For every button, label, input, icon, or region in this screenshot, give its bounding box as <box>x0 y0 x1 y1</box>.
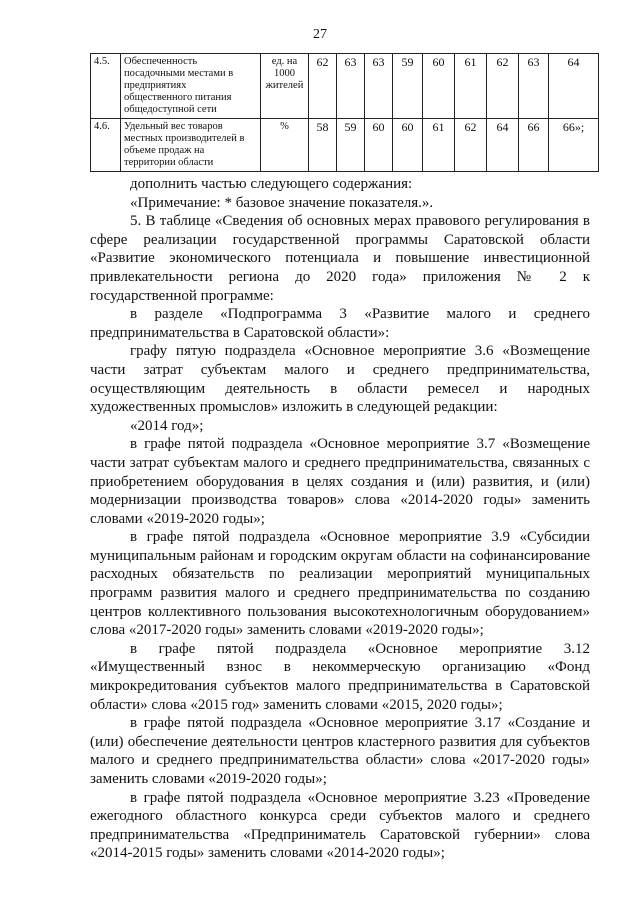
value-cell: 62 <box>487 54 519 119</box>
value-cell: 59 <box>393 54 423 119</box>
paragraph: «2014 год»; <box>130 417 204 434</box>
value-cell: 60 <box>365 119 393 172</box>
row-number: 4.6. <box>91 119 121 172</box>
value-cell: 63 <box>365 54 393 119</box>
paragraph: в графе пятой подраздела «Основное мероприятие 3.7 «Возмещение части затрат субъектам малого и среднего предпринимательства, связанных с приобретением оборудования в целях создания и (или) развития, и (или) модернизации производства товаров» слова «2014-2020 годы» заменить словами «2019-2020 годы»; <box>90 436 590 527</box>
paragraph: 5. В таблице «Сведения об основных мерах правового регулирования в сфере реализации государственной программы Саратовской области «Развитие экономического потенциала и повышение инвестиционной привлекательности региона до 2020 года» приложения № 2 к государственной программе: <box>90 213 590 304</box>
paragraph: «Примечание: * базовое значение показателя.». <box>130 194 434 211</box>
value-cell: 63 <box>519 54 549 119</box>
row-number: 4.5. <box>91 54 121 119</box>
paragraph: графу пятую подраздела «Основное мероприятие 3.6 «Возмещение части затрат субъектам малого и среднего предпринимательства, осуществляющим деятельность в области ремесел и народных художественных промыслов» изложить в следующей редакции: <box>90 343 590 416</box>
unit-cell: ед. на 1000 жителей <box>261 54 309 119</box>
value-cell: 62 <box>455 119 487 172</box>
value-cell: 64 <box>549 54 599 119</box>
value-cell: 61 <box>423 119 455 172</box>
table-row <box>91 119 599 172</box>
paragraph: в графе пятой подраздела «Основное мероприятие 3.23 «Проведение ежегодного областного конкурса среди субъектов малого и среднего предпринимательства «Предприниматель Саратовской губернии» слова «2014-2015 годы» заменить словами «2014-2020 годы»; <box>90 789 590 862</box>
value-cell: 62 <box>309 54 337 119</box>
paragraph: в графе пятой подраздела «Основное мероприятие 3.12 «Имущественный взнос в некоммерческую организацию «Фонд микрокредитования субъектов малого предпринимательства в Саратовской области» слова «2015 год» заменить словами «2015, 2020 годы»; <box>90 640 590 713</box>
value-cell: 64 <box>487 119 519 172</box>
value-cell: 66 <box>519 119 549 172</box>
indicators-table <box>90 53 599 172</box>
paragraph: в разделе «Подпрограмма 3 «Развитие малого и среднего предпринимательства в Саратовской области»: <box>90 306 590 341</box>
indicator-name: Удельный вес товаров местных производителей в объеме продаж на территории области <box>121 119 261 172</box>
paragraph: в графе пятой подраздела «Основное мероприятие 3.9 «Субсидии муниципальным районам и городским округам области на софинансирование расходных обязательств по реализации мероприятий муниципальных программ развития малого и среднего предпринимательства по созданию центров коллективного пользования высокотехнологичным оборудованием» слова «2017-2020 годы» заменить словами «2019-2020 годы»; <box>90 529 590 639</box>
value-cell: 60 <box>393 119 423 172</box>
value-cell: 61 <box>455 54 487 119</box>
unit-cell: % <box>261 119 309 172</box>
value-cell: 63 <box>337 54 365 119</box>
value-cell: 66»; <box>549 119 599 172</box>
value-cell: 59 <box>337 119 365 172</box>
paragraph: дополнить частью следующего содержания: <box>130 176 413 192</box>
page-number: 27 <box>313 27 327 42</box>
document-body <box>90 175 590 863</box>
value-cell: 60 <box>423 54 455 119</box>
value-cell: 58 <box>309 119 337 172</box>
table-row <box>91 54 599 119</box>
indicator-name: Обеспеченность посадочными местами в предприятиях общественного питания общедоступной сети <box>121 54 261 119</box>
paragraph: в графе пятой подраздела «Основное мероприятие 3.17 «Создание и (или) обеспечение деятельности центров кластерного развития для субъектов малого и среднего предпринимательства области» слова «2017-2020 годы» заменить словами «2019-2020 годы»; <box>90 715 590 787</box>
